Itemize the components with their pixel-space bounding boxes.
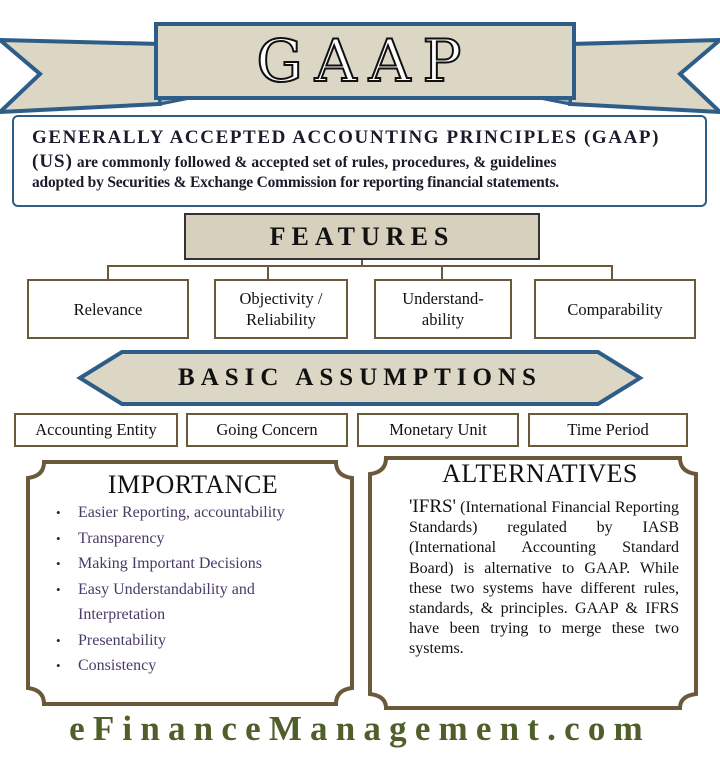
- assumption-label: Accounting Entity: [35, 420, 157, 439]
- footer-brand: eFinanceManagement.com: [69, 709, 651, 748]
- list-item: • Consistency: [52, 653, 304, 679]
- list-item: • Presentability: [52, 628, 304, 654]
- feature-label: Comparability: [567, 299, 663, 319]
- feature-label: Understand-: [402, 289, 484, 308]
- bullet-icon: •: [56, 556, 61, 571]
- alternatives-heading: ALTERNATIVES: [442, 459, 638, 488]
- importance-list: [52, 500, 304, 679]
- importance-heading: IMPORTANCE: [107, 470, 279, 499]
- alternatives-text: (International Financial Reporting Standards) regulated by IASB (International Accounting Standard Board) is alternative to GAAP. While these two systems have different rules, standards, & principles. GAAP & IFRS have been trying to merge these two systems.: [409, 499, 679, 658]
- list-item: • Making Important Decisions: [52, 551, 304, 577]
- feature-label-line2: ability: [421, 310, 465, 329]
- assumption-label: Going Concern: [216, 420, 318, 439]
- bullet-icon: •: [56, 632, 61, 648]
- page-title: GAAP: [256, 27, 474, 95]
- alternatives-ifrs: 'IFRS': [409, 496, 456, 517]
- assumption-label: Monetary Unit: [389, 420, 487, 439]
- feature-label-line2: Reliability: [246, 310, 316, 329]
- list-item: • Transparency: [52, 526, 304, 552]
- bullet-icon: •: [56, 530, 61, 546]
- assumption-label: Time Period: [567, 420, 649, 439]
- definition-line-2-text: are commonly followed & accepted set of rules, procedures, & guidelines: [72, 154, 557, 171]
- feature-label: Relevance: [73, 299, 143, 319]
- definition-line-3: adopted by Securities & Exchange Commission for reporting financial statements.: [32, 174, 559, 191]
- list-item: • Easy Understandability and Interpretation: [52, 577, 304, 628]
- feature-label: Objectivity /: [239, 289, 323, 308]
- bullet-icon: •: [56, 658, 61, 673]
- definition-us: (US): [32, 151, 73, 172]
- list-item: • Easier Reporting, accountability: [52, 500, 304, 526]
- assumptions-heading: BASIC ASSUMPTIONS: [178, 364, 542, 391]
- alternatives-body: [409, 497, 679, 660]
- features-heading: FEATURES: [184, 213, 540, 260]
- bullet-icon: •: [56, 505, 61, 520]
- bullet-icon: •: [56, 581, 61, 597]
- definition-heading: GENERALLY ACCEPTED ACCOUNTING PRINCIPLES (GAAP): [32, 127, 661, 148]
